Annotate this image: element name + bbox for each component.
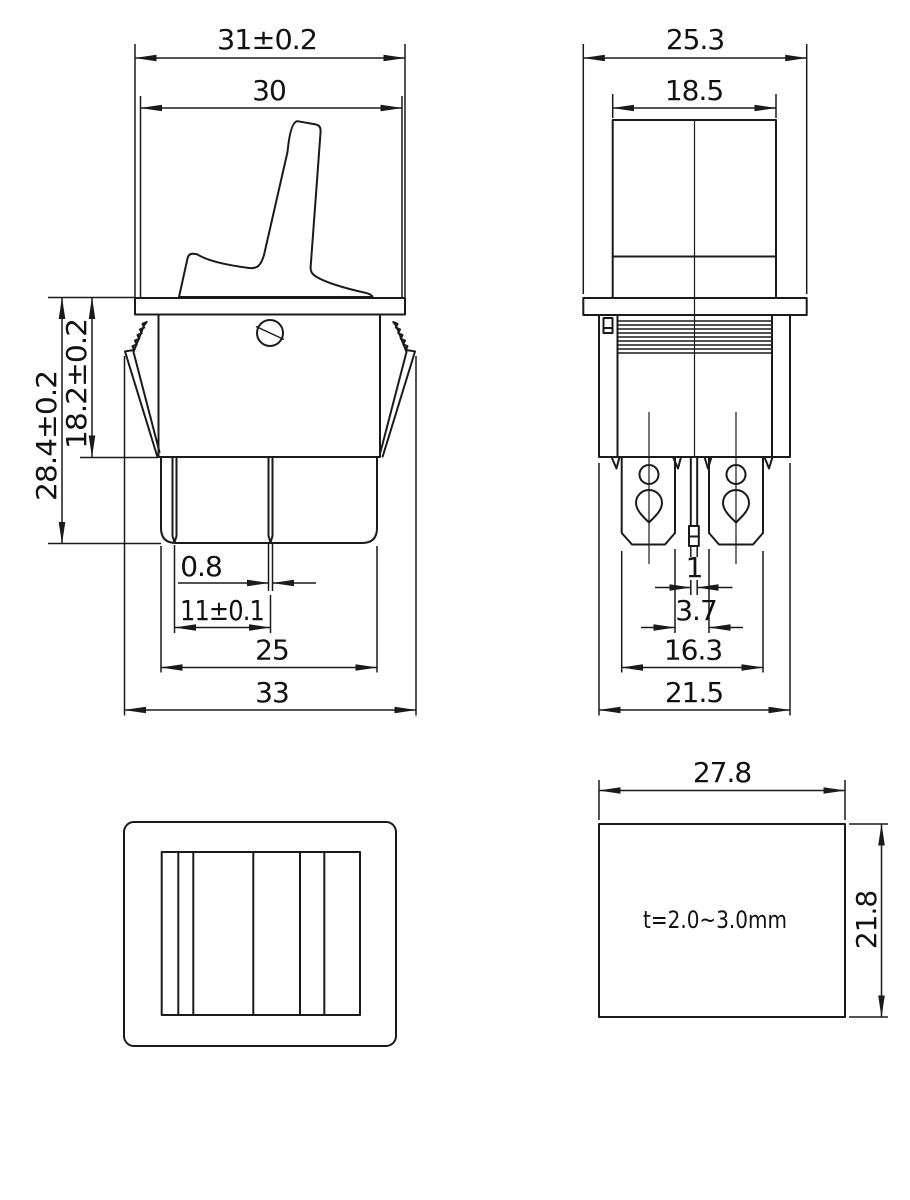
dim-clip-span-label: 33 [255,676,289,709]
side-geometry [583,120,806,564]
terminal-pins-front [173,457,273,543]
spring-clip-right [381,322,416,457]
side-view [583,23,806,716]
dim-lower-body-width-label: 25 [255,633,289,667]
center-pin-side [689,457,699,546]
panel-cutout-view [599,756,888,1017]
bottom-outer-outline [124,822,396,1046]
dim-pin-spacing-label: 11±0.1 [180,594,264,627]
spring-clip-left [125,322,160,457]
bottom-inner-opening [162,852,360,1015]
dim-center-pin-thickness-label: 1 [685,551,703,584]
dim-rocker-depth-label: 18.5 [664,74,724,107]
dim-body-depth-label: 21.5 [664,676,724,709]
panel-thickness-note: t=2.0~3.0mm [643,906,787,934]
tab-shoulder-chamfers [612,457,773,469]
screw-slot [256,327,284,340]
dim-body-height-label: 18.2±0.2 [60,326,93,449]
front-dimensions [30,23,416,716]
front-geometry [125,121,415,543]
bottom-view [124,822,396,1046]
terminal-tab-left [622,457,675,545]
upper-body-front [159,315,381,458]
dim-cutout-width-label: 27.8 [692,756,752,789]
front-view [30,23,416,716]
latch-notch [604,318,613,333]
mounting-flange-front [135,298,405,315]
dim-flange-width-label: 31±0.2 [217,23,317,56]
dim-bezel-width-label: 30 [252,74,286,107]
dim-total-height-label: 28.4±0.2 [30,378,63,501]
dim-flange-depth-label: 25.3 [665,23,725,56]
dim-terminal-gap-label: 3.7 [675,594,717,627]
dim-pin-thickness-label: 0.8 [180,550,222,583]
bottom-divider-lines [178,852,324,1015]
dim-terminal-span-label: 16.3 [663,633,723,667]
dim-cutout-height-label: 21.8 [850,890,883,950]
toggle-lever [179,121,373,297]
